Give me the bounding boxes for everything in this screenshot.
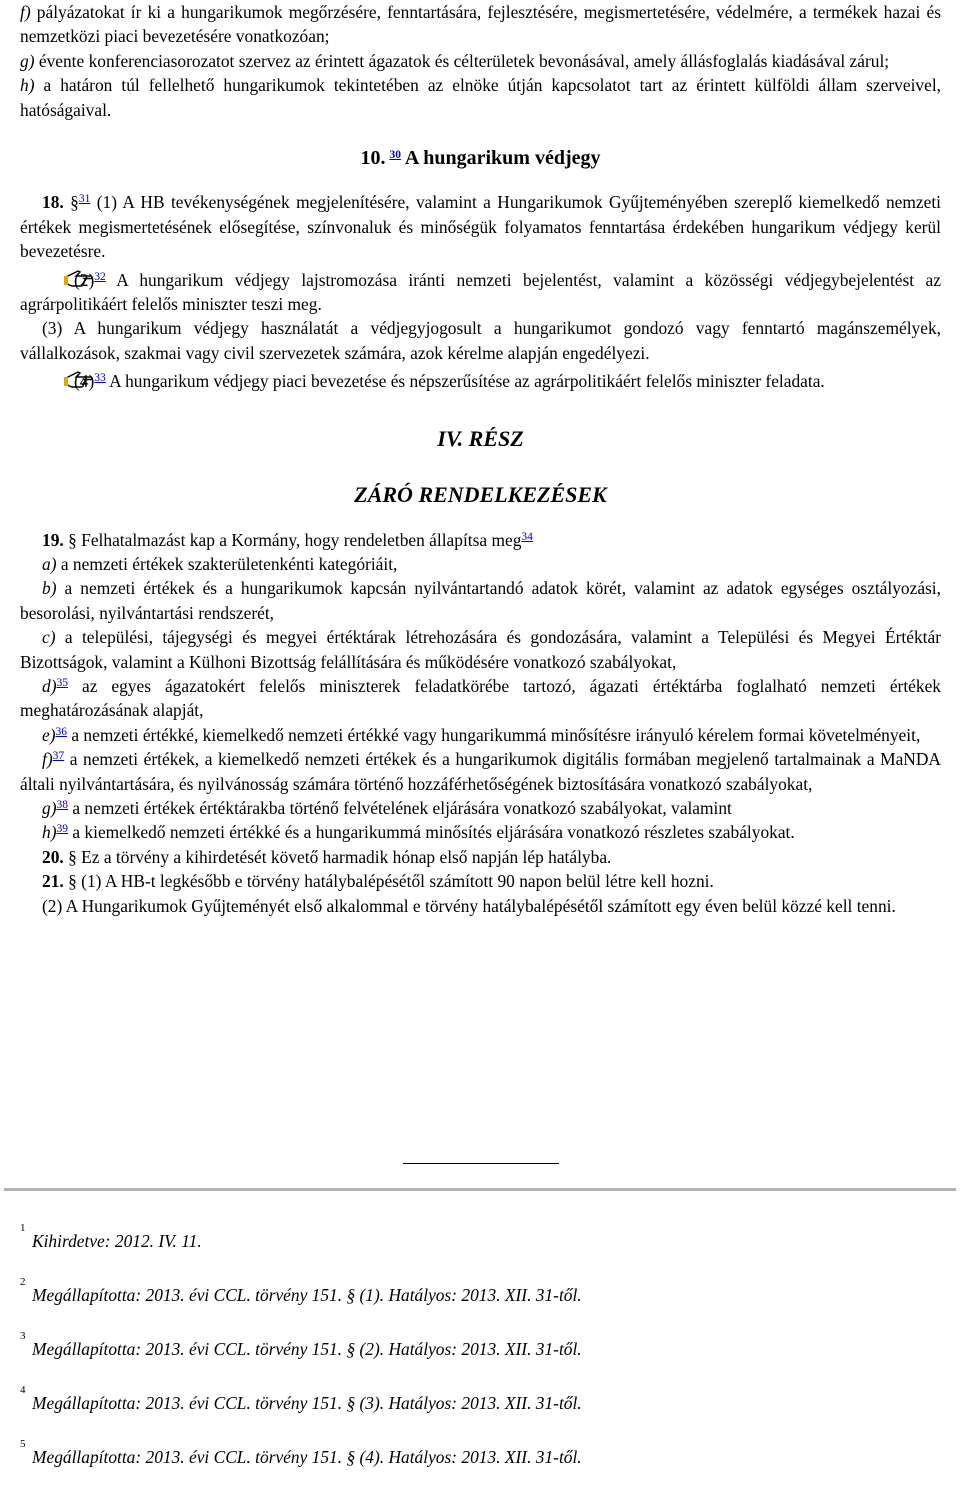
paragraph-18-4: (4)$^{33}$ A hungarikum védjegy piaci bevezetése és népszerűsítése az agrárpolitikáért felelős miniszter feladata.: [20, 369, 941, 393]
part-subtitle: ZÁRÓ RENDELKEZÉSEK: [354, 482, 607, 508]
list-item-text: a települési, tájegységi és megyei értéktárak létrehozására és gondozására, valamint a Települési és Megyei Értéktár Bizottságok, valamint a Külhoni Bizottság felállítására és működésére vonatkozó szabályokat,: [20, 627, 941, 672]
footnote-link-39[interactable]: 39: [56, 823, 68, 836]
list-item-f: f) pályázatokat ír ki a hungarikumok megőrzésére, fenntartására, fejlesztésére, megismertetésére, védelmére, a termékek hazai és nemzetközi piaci bevezetésére vonatkozóan;: [20, 2, 941, 47]
list-item-text: a nemzeti értékek értéktárakba történő felvételének eljárására vonatkozó szabályokat, valamint: [68, 797, 732, 818]
footnote-number: 3: [20, 1330, 26, 1342]
footnote-number: 4: [20, 1384, 26, 1396]
list-item-label: h): [42, 822, 57, 843]
footnote-link-31[interactable]: 31: [78, 193, 91, 206]
list-item-text: az egyes ágazatokért felelős miniszterek feladatkörébe tartozó, ágazati értéktárba foglalható nemzeti értékek meghatározásának alapját,: [20, 675, 941, 721]
list-item-h: h) a határon túl fellelhető hungarikumok tekintetében az elnöke útján kapcsolatot tart az érintett külföldi állam szerveivel, hatóságaival.: [20, 75, 941, 120]
footnote-link-37[interactable]: 37: [52, 750, 65, 763]
paragraph-18-3: (3) A hungarikum védjegy használatát a védjegyjogosult a hungarikumot gondozó vagy fenntartó magánszemélyek, vállalkozások, szakmai vagy civil szervezetek számára, azok kérelme alapján engedélyezi.: [20, 318, 941, 363]
paragraph-20: 20. § Ez a törvény a kihirdetését követő harmadik hónap első napján lép hatályba.: [42, 846, 612, 867]
list-item-label: a): [42, 553, 57, 574]
list-item-text: a nemzeti értékek szakterületenkénti kategóriáit,: [56, 553, 398, 574]
footnote-link-34[interactable]: 34: [521, 530, 533, 543]
end-of-text-rule: [403, 1163, 559, 1164]
footnote-link-36[interactable]: 36: [55, 725, 68, 738]
footnote: [20, 1440, 941, 1494]
list-item-text: a kiemelkedő nemzeti értékké és a hungarikummá minősítés eljárására vonatkozó részletes szabályokat.: [68, 822, 795, 843]
footnote-separator: [4, 1188, 956, 1191]
footnote-text: Megállapította: 2013. évi CCL. törvény 151. § (3). Hatályos: 2013. XII. 31-től.: [32, 1393, 582, 1413]
footnote: [20, 1278, 941, 1332]
paragraph-21-2: (2) A Hungarikumok Gyűjteményét első alkalommal e törvény hatálybalépésétől számított egy éven belül közzé kell tenni.: [42, 895, 896, 916]
paragraph-18-1: 18. §$^{31}$ (1) A HB tevékenységének megjelenítésére, valamint a Hungarikumok Gyűjteményében szereplő kiemelkedő nemzeti értékek megismertetésének elősegítése, színvonaluk és minőségük folyamatos fenntartása érdekében hungarikum védjegy kerül bevezetésre.: [20, 192, 941, 262]
section-heading-10: 10. $^{30}$ A hungarikum védjegy: [360, 147, 601, 170]
list-item-text: a nemzeti értékek, a kiemelkedő nemzeti értékek és a hungarikumok digitális formában megjelenő tartalmainak a MaNDA általi nyilvántartására, és nyilvánosság számára történő hozzáférhetőségének biztosítására vonatkozó szabályokat,: [20, 749, 941, 794]
footnote: [20, 1332, 941, 1386]
list-item-text: a nemzeti értékek és a hungarikumok kapcsán nyilvántartandó adatok körét, valamint az adatok egységes osztályozási, besorolási, nyilvántartási rendszerét,: [20, 578, 941, 623]
list-item: [20, 723, 941, 747]
footnote-text: Megállapította: 2013. évi CCL. törvény 151. § (1). Hatályos: 2013. XII. 31-től.: [32, 1285, 582, 1305]
pointing-hand-icon[interactable]: [42, 369, 72, 389]
footnote-text: Megállapította: 2013. évi CCL. törvény 151. § (2). Hatályos: 2013. XII. 31-től.: [32, 1339, 582, 1359]
footnote: [20, 1224, 941, 1278]
footnote-text: Megállapította: 2013. évi CCL. törvény 151. § (4). Hatályos: 2013. XII. 31-től.: [32, 1447, 582, 1467]
list-item-label: b): [42, 578, 57, 599]
footnote-link-30[interactable]: 30: [389, 149, 401, 162]
footnote-link-35[interactable]: 35: [56, 676, 68, 689]
footnote: [20, 1386, 941, 1440]
paragraph-18-2: (2)$^{32}$ A hungarikum védjegy lajstromozása iránti nemzeti bejelentést, valamint a közösségi védjegybejelentést az agrárpolitikáért felelős miniszter teszi meg.: [20, 269, 941, 315]
list-item-text: a nemzeti értékké, kiemelkedő nemzeti értékké vagy hungarikummá minősítésre irányuló kérelem formai követelményeit,: [67, 724, 921, 745]
list-item-label: c): [42, 627, 56, 648]
footnote-text: Kihirdetve: 2012. IV. 11.: [32, 1231, 202, 1251]
footnote-link-38[interactable]: 38: [56, 798, 68, 811]
footnote-link-32[interactable]: 32: [94, 270, 106, 283]
pointing-hand-icon[interactable]: [42, 268, 72, 288]
footnote-number: 1: [20, 1222, 26, 1234]
list-item: [20, 674, 941, 723]
list-item: [20, 820, 941, 844]
list-item: [20, 552, 941, 576]
footnote-number: 5: [20, 1438, 26, 1450]
document-page: [20, 0, 941, 1467]
paragraph-21-1: 21. § (1) A HB-t legkésőbb e törvény hatálybalépésétől számított 90 napon belül létre kell hozni.: [42, 871, 714, 892]
list-item-label: d): [42, 675, 57, 696]
footnote-number: 2: [20, 1276, 26, 1288]
list-item: [20, 625, 941, 674]
list-item: [20, 747, 941, 796]
list-item: [20, 796, 941, 820]
list-item-label: f): [42, 749, 53, 770]
footnotes: [20, 1224, 941, 1494]
paragraph-19-list: [20, 552, 941, 845]
footnote-link-33[interactable]: 33: [94, 372, 106, 385]
list-item: [20, 576, 941, 625]
paragraph-19-intro: 19. § Felhatalmazást kap a Kormány, hogy rendeletben állapítsa meg$^{34}$: [42, 529, 533, 550]
list-item-g: g) évente konferenciasorozatot szervez az érintett ágazatok és célterületek bevonásával, amely állásfoglalás kiadásával zárul;: [20, 50, 890, 71]
list-item-label: e): [42, 724, 56, 745]
part-title: IV. RÉSZ: [437, 425, 524, 451]
list-item-label: g): [42, 797, 57, 818]
